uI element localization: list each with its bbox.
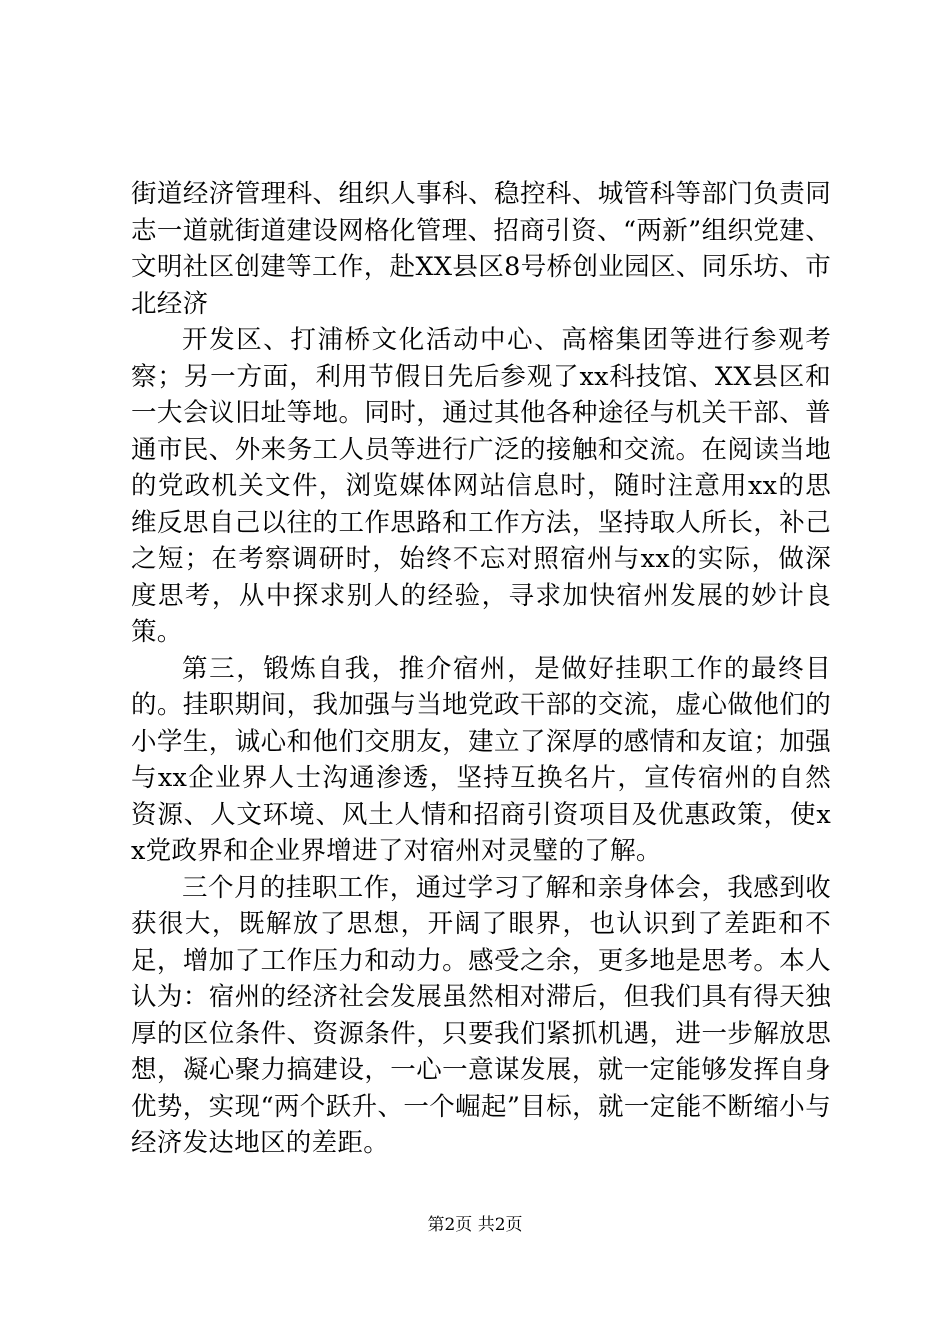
document-body	[131, 176, 831, 1162]
paragraph: 第三，锻炼自我，推介宿州，是做好挂职工作的最终目的。挂职期间，我加强与当地党政干部的交流，虚心做他们的小学生，诚心和他们交朋友，建立了深厚的感情和友谊；加强与xx企业界人士沟通渗透，坚持互换名片，宣传宿州的自然资源、人文环境、风土人情和招商引资项目及优惠政策，使xx党政界和企业界增进了对宿州对灵璧的了解。	[131, 653, 831, 866]
page-footer: 第2页 共2页	[427, 1215, 523, 1235]
paragraph: 三个月的挂职工作，通过学习了解和亲身体会，我感到收获很大，既解放了思想，开阔了眼界，也认识到了差距和不足，增加了工作压力和动力。感受之余，更多地是思考。本人认为：宿州的经济社会发展虽然相对滞后，但我们具有得天独厚的区位条件、资源条件，只要我们紧抓机遇，进一步解放思想，凝心聚力搞建设，一心一意谋发展，就一定能够发挥自身优势，实现“两个跃升、一个崛起”目标，就一定能不断缩小与经济发达地区的差距。	[131, 872, 831, 1158]
paragraph-continuation: 街道经济管理科、组织人事科、稳控科、城管科等部门负责同志一道就街道建设网格化管理、招商引资、“两新”组织党建、文明社区创建等工作，赴XX县区8号桥创业园区、同乐坊、市北经济	[131, 179, 831, 319]
paragraph: 开发区、打浦桥文化活动中心、高榕集团等进行参观考察；另一方面，利用节假日先后参观了xx科技馆、XX县区和一大会议旧址等地。同时，通过其他各种途径与机关干部、普通市民、外来务工人员等进行广泛的接触和交流。在阅读当地的党政机关文件，浏览媒体网站信息时，随时注意用xx的思维反思自己以往的工作思路和工作方法，坚持取人所长，补己之短；在考察调研时，始终不忘对照宿州与xx的实际，做深度思考，从中探求别人的经验，寻求加快宿州发展的妙计良策。	[131, 325, 831, 647]
